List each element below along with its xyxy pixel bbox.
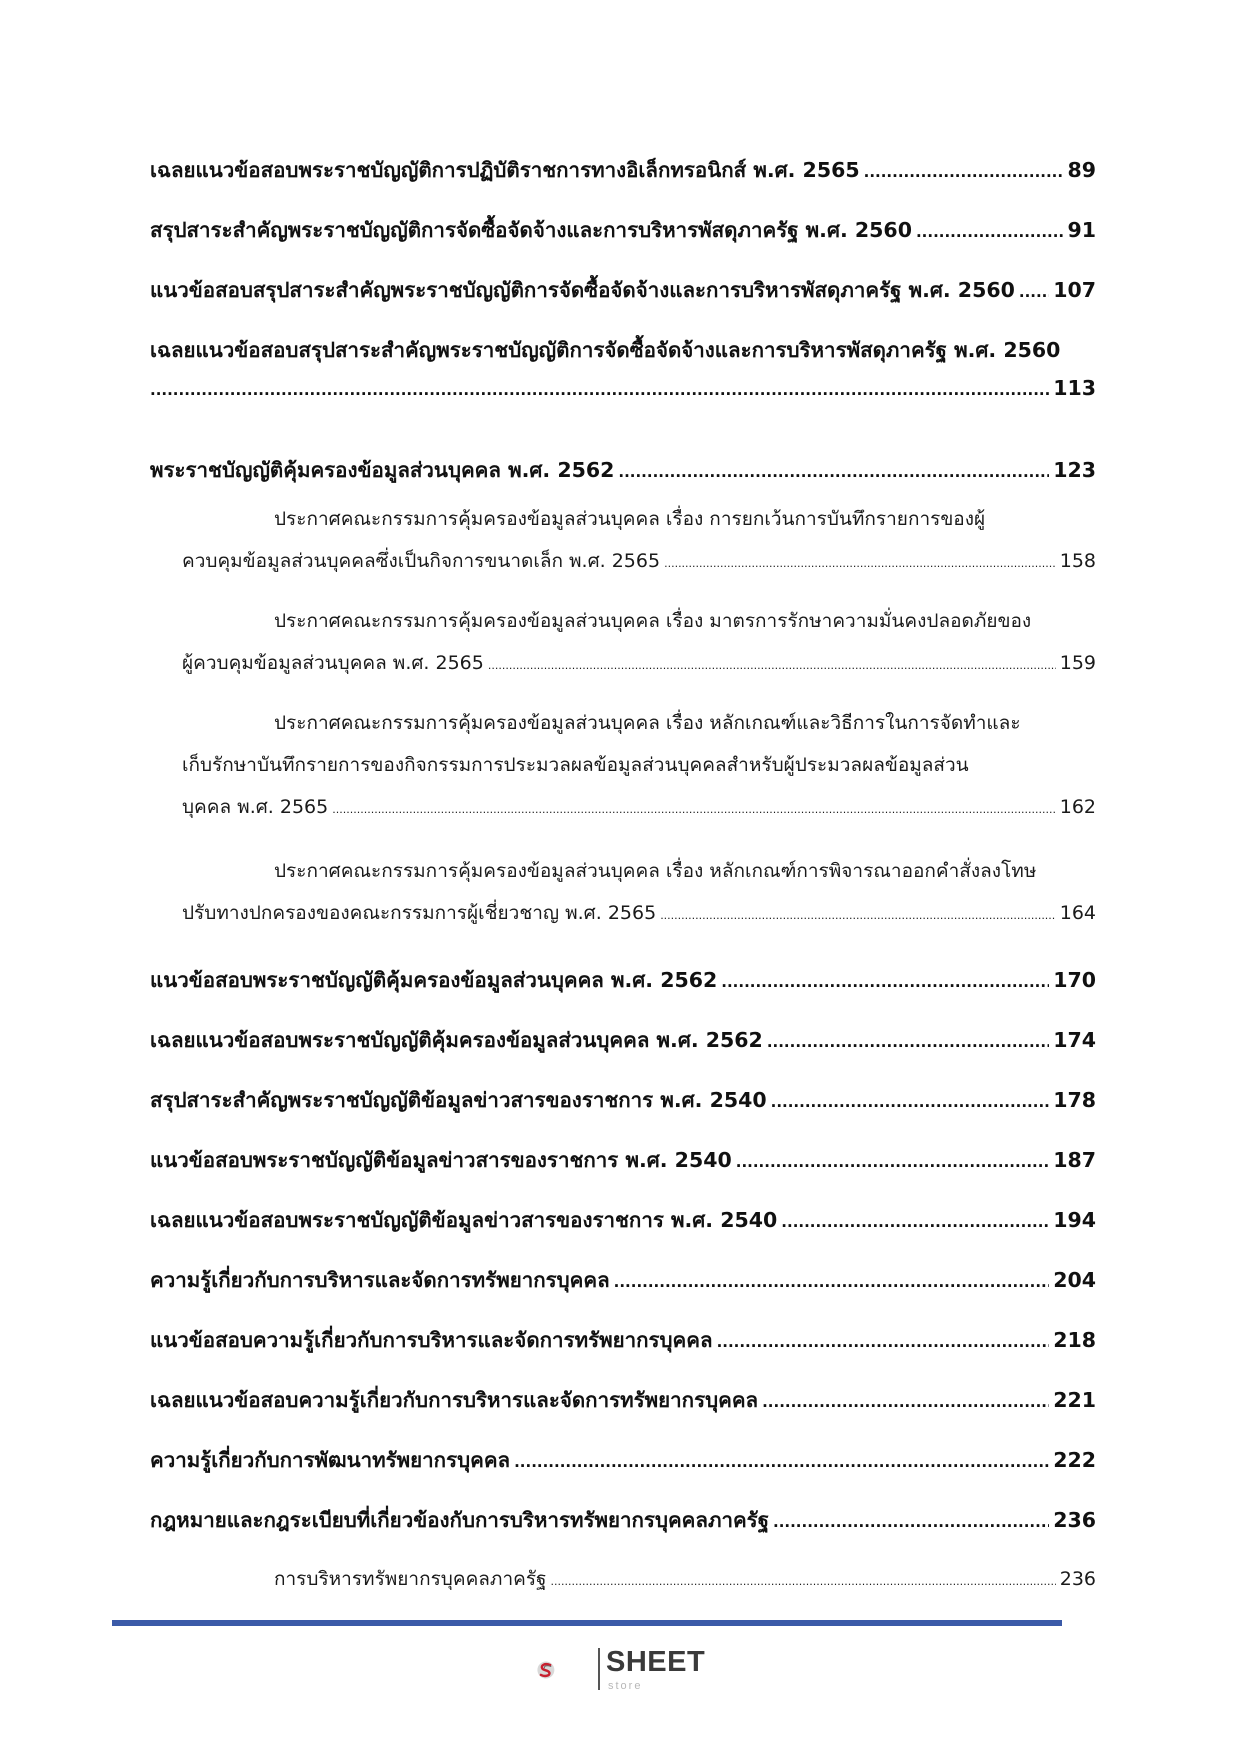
toc-page-number: 204 <box>1053 1268 1096 1292</box>
dot-leader <box>717 1333 1050 1351</box>
toc-entry-title: เฉลยแนวข้อสอบพระราชบัญญัติคุ้มครองข้อมูลส่วนบุคคล พ.ศ. 2562 <box>150 1028 763 1052</box>
toc-entry-title: แนวข้อสอบความรู้เกี่ยวกับการบริหารและจัดการทรัพยากรบุคคล <box>150 1328 713 1352</box>
toc-page-number: 158 <box>1059 550 1096 572</box>
toc-subentry[interactable] <box>150 708 1096 826</box>
toc-subentry[interactable] <box>150 1564 1096 1598</box>
dot-leader <box>660 909 1056 922</box>
dot-leader <box>864 163 1064 181</box>
toc-entry-title: ประกาศคณะกรรมการคุ้มครองข้อมูลส่วนบุคคล เรื่อง มาตรการรักษาความมั่นคงปลอดภัยของ <box>274 610 1032 632</box>
toc-entry-title: เฉลยแนวข้อสอบสรุปสาระสำคัญพระราชบัญญัติการจัดซื้อจัดจ้างและการบริหารพัสดุภาครัฐ พ.ศ. 2560 <box>150 338 1061 362</box>
toc-subentry[interactable] <box>150 606 1096 682</box>
toc-entry[interactable] <box>150 1324 1096 1358</box>
toc-entry[interactable] <box>150 454 1096 488</box>
toc-page-number: 236 <box>1053 1508 1096 1532</box>
toc-page-number: 187 <box>1053 1148 1096 1172</box>
toc-entry[interactable] <box>150 1204 1096 1238</box>
toc-entry-title-cont: ผู้ควบคุมข้อมูลส่วนบุคคล พ.ศ. 2565 <box>182 652 484 674</box>
toc-page-number: 159 <box>1059 652 1096 674</box>
toc-entry-title: พระราชบัญญัติคุ้มครองข้อมูลส่วนบุคคล พ.ศ. 2562 <box>150 458 615 482</box>
dot-leader <box>614 1273 1050 1291</box>
dot-leader <box>773 1513 1049 1531</box>
toc-page-number: 221 <box>1053 1388 1096 1412</box>
toc-entry-title-cont: ปรับทางปกครองของคณะกรรมการผู้เชี่ยวชาญ พ.ศ. 2565 <box>182 902 657 924</box>
toc-entry[interactable] <box>150 1084 1096 1118</box>
toc-entry[interactable] <box>150 1504 1096 1538</box>
toc-entry-title: สรุปสาระสำคัญพระราชบัญญัติการจัดซื้อจัดจ้างและการบริหารพัสดุภาครัฐ พ.ศ. 2560 <box>150 218 912 242</box>
toc-page-number: 113 <box>1053 376 1096 400</box>
toc-page-number: 170 <box>1053 968 1096 992</box>
toc-entry-title: การบริหารทรัพยากรบุคคลภาครัฐ <box>274 1568 547 1590</box>
toc-entry[interactable] <box>150 1384 1096 1418</box>
toc-entry-title: กฎหมายและกฎระเบียบที่เกี่ยวข้องกับการบริหารทรัพยากรบุคคลภาครัฐ <box>150 1508 770 1532</box>
dot-leader <box>1019 283 1049 301</box>
toc-subentry[interactable] <box>150 504 1096 580</box>
toc-entry-title: แนวข้อสอบพระราชบัญญัติคุ้มครองข้อมูลส่วนบุคคล พ.ศ. 2562 <box>150 968 718 992</box>
toc-entry-title: ความรู้เกี่ยวกับการพัฒนาทรัพยากรบุคคล <box>150 1448 511 1472</box>
toc-page-number: 123 <box>1053 458 1096 482</box>
toc-subentry[interactable] <box>150 856 1096 932</box>
dot-leader <box>332 803 1056 816</box>
dot-leader <box>771 1093 1050 1111</box>
toc-entry[interactable] <box>150 1264 1096 1298</box>
toc-page-number: 107 <box>1053 278 1096 302</box>
dot-leader <box>618 463 1049 481</box>
dot-leader <box>514 1453 1049 1471</box>
toc-entry-title-cont: เก็บรักษาบันทึกรายการของกิจกรรมการประมวลผลข้อมูลส่วนบุคคลสำหรับผู้ประมวลผลข้อมูลส่วน <box>182 754 969 776</box>
toc-page-number: 178 <box>1053 1088 1096 1112</box>
toc-page-number: 236 <box>1059 1568 1096 1590</box>
dot-leader <box>762 1393 1049 1411</box>
toc-entry[interactable] <box>150 964 1096 998</box>
toc-entry[interactable] <box>150 274 1096 308</box>
toc-entry-title: ประกาศคณะกรรมการคุ้มครองข้อมูลส่วนบุคคล เรื่อง การยกเว้นการบันทึกรายการของผู้ <box>274 508 986 530</box>
toc-entry[interactable] <box>150 214 1096 248</box>
brand-subtitle: store <box>608 1680 643 1692</box>
toc-entry-title: ประกาศคณะกรรมการคุ้มครองข้อมูลส่วนบุคคล เรื่อง หลักเกณฑ์การพิจารณาออกคำสั่งลงโทษ <box>274 860 1037 882</box>
toc-entry[interactable] <box>150 1144 1096 1178</box>
toc-entry[interactable] <box>150 334 1096 410</box>
dot-leader <box>664 557 1056 570</box>
toc-entry[interactable] <box>150 154 1096 188</box>
footer-divider <box>112 1620 1062 1626</box>
toc-page-number: 91 <box>1067 218 1096 242</box>
toc-page-number: 194 <box>1053 1208 1096 1232</box>
dot-leader <box>767 1033 1049 1051</box>
dot-leader <box>721 973 1049 991</box>
dot-leader <box>781 1213 1049 1231</box>
toc-entry-title: ความรู้เกี่ยวกับการบริหารและจัดการทรัพยากรบุคคล <box>150 1268 610 1292</box>
toc-entry-title: สรุปสาระสำคัญพระราชบัญญัติข้อมูลข่าวสารของราชการ พ.ศ. 2540 <box>150 1088 767 1112</box>
sheet-store-logo-icon <box>536 1642 596 1698</box>
dot-leader <box>916 223 1064 241</box>
dot-leader <box>736 1153 1049 1171</box>
toc-page-number: 218 <box>1053 1328 1096 1352</box>
toc-entry-title-cont: ควบคุมข้อมูลส่วนบุคคลซึ่งเป็นกิจการขนาดเล็ก พ.ศ. 2565 <box>182 550 661 572</box>
toc-entry-title: แนวข้อสอบพระราชบัญญัติข้อมูลข่าวสารของราชการ พ.ศ. 2540 <box>150 1148 732 1172</box>
logo-separator <box>598 1648 600 1690</box>
toc-entry-title: เฉลยแนวข้อสอบพระราชบัญญัติการปฏิบัติราชการทางอิเล็กทรอนิกส์ พ.ศ. 2565 <box>150 158 860 182</box>
toc-entry-title: เฉลยแนวข้อสอบความรู้เกี่ยวกับการบริหารและจัดการทรัพยากรบุคคล <box>150 1388 759 1412</box>
brand-name: SHEET <box>606 1646 706 1678</box>
toc-page-number: 164 <box>1059 902 1096 924</box>
toc-entry-title-cont: บุคคล พ.ศ. 2565 <box>182 796 329 818</box>
toc-entry-title: แนวข้อสอบสรุปสาระสำคัญพระราชบัญญัติการจัดซื้อจัดจ้างและการบริหารพัสดุภาครัฐ พ.ศ. 2560 <box>150 278 1015 302</box>
dot-leader <box>551 1575 1056 1588</box>
toc-entry-title: เฉลยแนวข้อสอบพระราชบัญญัติข้อมูลข่าวสารของราชการ พ.ศ. 2540 <box>150 1208 778 1232</box>
toc-page-number: 162 <box>1059 796 1096 818</box>
toc-page-number: 174 <box>1053 1028 1096 1052</box>
dot-leader <box>150 381 1049 399</box>
toc-entry[interactable] <box>150 1444 1096 1478</box>
toc-page-number: 222 <box>1053 1448 1096 1472</box>
toc-page-number: 89 <box>1067 158 1096 182</box>
toc-entry[interactable] <box>150 1024 1096 1058</box>
toc-entry-title: ประกาศคณะกรรมการคุ้มครองข้อมูลส่วนบุคคล เรื่อง หลักเกณฑ์และวิธีการในการจัดทำและ <box>274 712 1021 734</box>
dot-leader <box>488 659 1056 672</box>
